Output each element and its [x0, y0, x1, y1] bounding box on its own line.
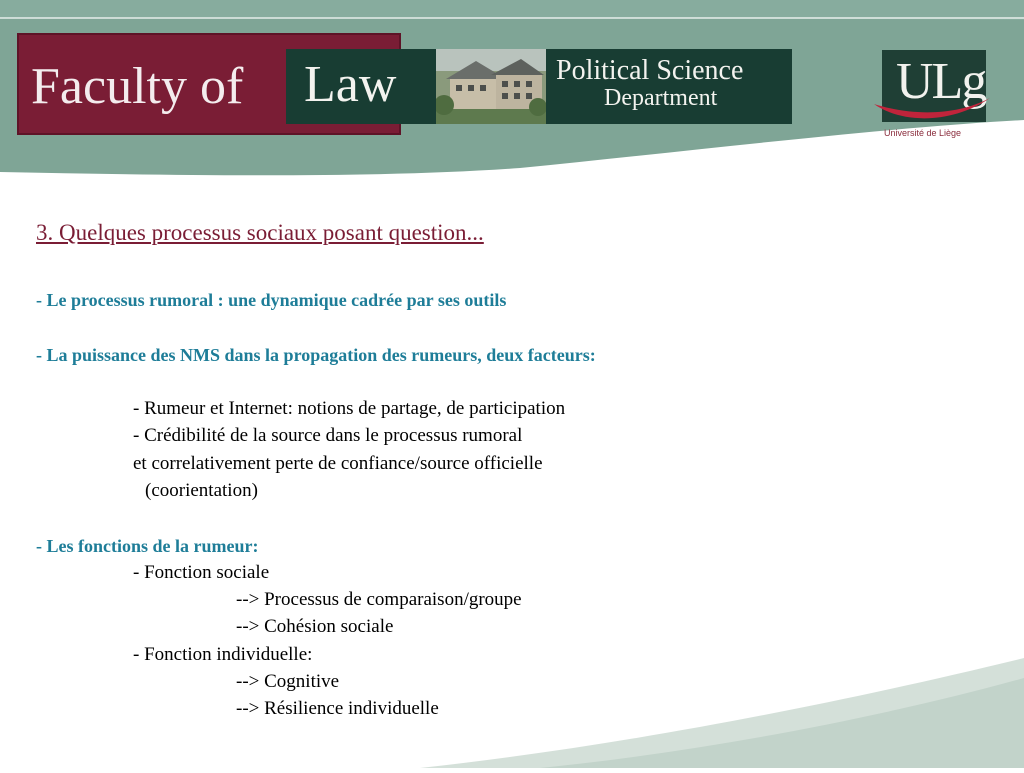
- law-block: [286, 49, 436, 124]
- footer-wave: [0, 658, 1024, 768]
- point-puissance-nms: - La puissance des NMS dans la propagation des rumeurs, deux facteurs:: [36, 345, 596, 365]
- nms-item: - Crédibilité de la source dans le processus rumoral: [133, 425, 523, 446]
- ulg-logo: [872, 46, 992, 142]
- nms-item: et correlativement perte de confiance/source officielle: [133, 453, 543, 474]
- function-subitem: --> Résilience individuelle: [236, 698, 439, 719]
- political-science-block: [546, 49, 792, 124]
- faculty-of-text: Faculty of: [31, 58, 244, 115]
- department-text: Department: [604, 85, 718, 111]
- point-fonctions-rumeur: - Les fonctions de la rumeur:: [36, 536, 259, 556]
- building-photo: [436, 49, 546, 124]
- nms-item: (coorientation): [145, 480, 258, 501]
- nms-item: - Rumeur et Internet: notions de partage, de participation: [133, 398, 566, 419]
- ulg-subtitle: Université de Liège: [884, 128, 962, 138]
- faculty-banner: [17, 33, 792, 135]
- function-subitem: --> Cognitive: [236, 671, 340, 692]
- ulg-logo-text: ULg: [896, 53, 986, 110]
- law-text: Law: [304, 56, 397, 113]
- slide-title: 3. Quelques processus sociaux posant question...: [36, 220, 484, 245]
- point-processus-rumoral: - Le processus rumoral : une dynamique cadrée par ses outils: [36, 290, 507, 310]
- function-item: - Fonction sociale: [133, 562, 270, 583]
- function-item: - Fonction individuelle:: [133, 644, 313, 665]
- function-subitem: --> Processus de comparaison/groupe: [236, 589, 522, 610]
- political-science-text: Political Science: [556, 55, 744, 86]
- ulg-swoosh-icon: [872, 94, 992, 124]
- function-subitem: --> Cohésion sociale: [236, 616, 394, 637]
